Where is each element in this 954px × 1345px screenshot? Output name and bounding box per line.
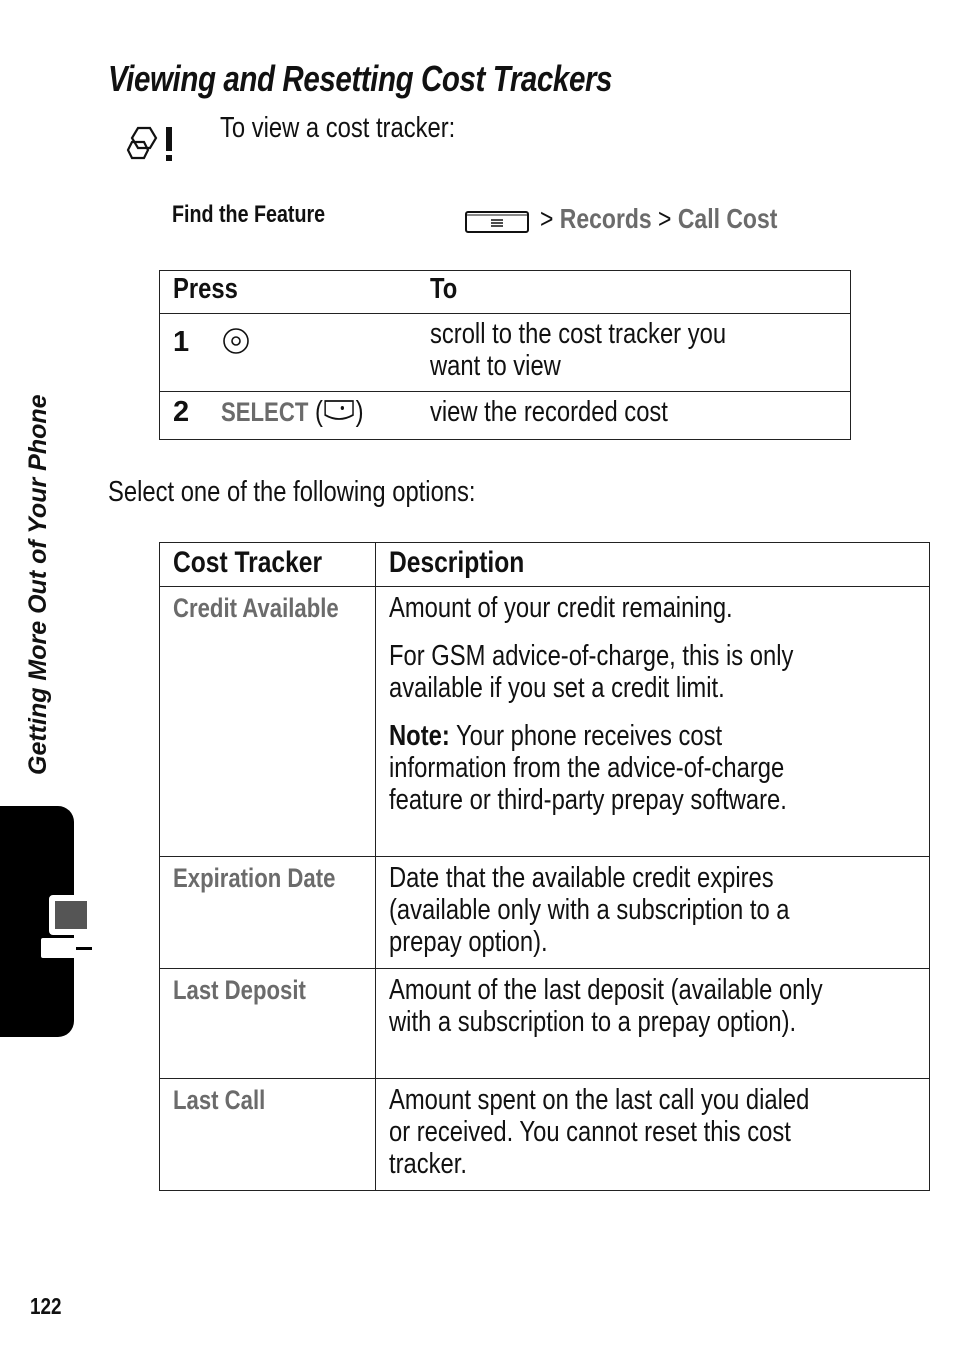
table-row: [160, 587, 930, 857]
options-intro: Select one of the following options:: [108, 476, 476, 508]
tracker-description: Date that the available credit expires (available only with a subscription to a prepay option).: [376, 857, 930, 969]
table-row: [160, 1079, 930, 1191]
path-separator: >: [658, 203, 672, 234]
find-feature-label: Find the Feature: [172, 201, 326, 228]
description-text: Amount of your credit remaining.: [389, 592, 733, 624]
computer-phone-icon: [38, 884, 132, 969]
press-cell: [160, 392, 418, 440]
tracker-name: Credit Available: [160, 587, 376, 857]
intro-text: To view a cost tracker:: [220, 112, 456, 144]
paren-close: ): [355, 396, 364, 428]
header-description: Description: [376, 543, 930, 587]
paren-open: (: [315, 396, 323, 428]
page-number: 122: [30, 1293, 62, 1319]
header-press: Press: [160, 271, 418, 314]
steps-table: [159, 270, 851, 440]
page-title: Viewing and Resetting Cost Trackers: [108, 58, 613, 99]
table-row: [160, 857, 930, 969]
step-number: 1: [173, 326, 190, 358]
to-cell: view the recorded cost: [417, 392, 851, 440]
tracker-name: Last Deposit: [160, 969, 376, 1079]
note-text: [389, 720, 832, 816]
feature-path: [540, 203, 777, 235]
cost-tracker-table: [159, 542, 930, 1191]
table-row: [160, 969, 930, 1079]
note-label: Note:: [389, 720, 450, 752]
to-cell: scroll to the cost tracker you want to view: [417, 314, 851, 392]
press-cell: [160, 314, 418, 392]
path-separator: >: [540, 203, 554, 234]
table-header-row: [160, 271, 851, 314]
table-row: [160, 392, 851, 440]
network-feature-icon: [126, 124, 178, 169]
tracker-description: Amount of the last deposit (available only with a subscription to a prepay option).: [376, 969, 930, 1079]
table-header-row: [160, 543, 930, 587]
note-body: Your phone receives cost information from the advice-of-charge feature or third-party prepay software.: [389, 720, 787, 816]
navigation-key-icon: [221, 318, 251, 363]
path-records: Records: [559, 203, 652, 234]
path-call-cost: Call Cost: [677, 203, 778, 234]
tracker-name: Expiration Date: [160, 857, 376, 969]
tracker-name: Last Call: [160, 1079, 376, 1191]
select-label: SELECT: [221, 397, 309, 427]
soft-key-icon: [323, 397, 356, 430]
menu-key-icon: [465, 210, 529, 239]
step-number: 2: [173, 396, 190, 428]
description-text: For GSM advice-of-charge, this is only available if you set a credit limit.: [389, 640, 794, 704]
chapter-label: Getting More Out of Your Phone: [24, 394, 52, 775]
header-to: To: [417, 271, 851, 314]
tracker-description: [376, 587, 930, 857]
table-row: [160, 314, 851, 392]
header-cost-tracker: Cost Tracker: [160, 543, 376, 587]
tracker-description: Amount spent on the last call you dialed or received. You cannot reset this cost tracker.: [376, 1079, 930, 1191]
